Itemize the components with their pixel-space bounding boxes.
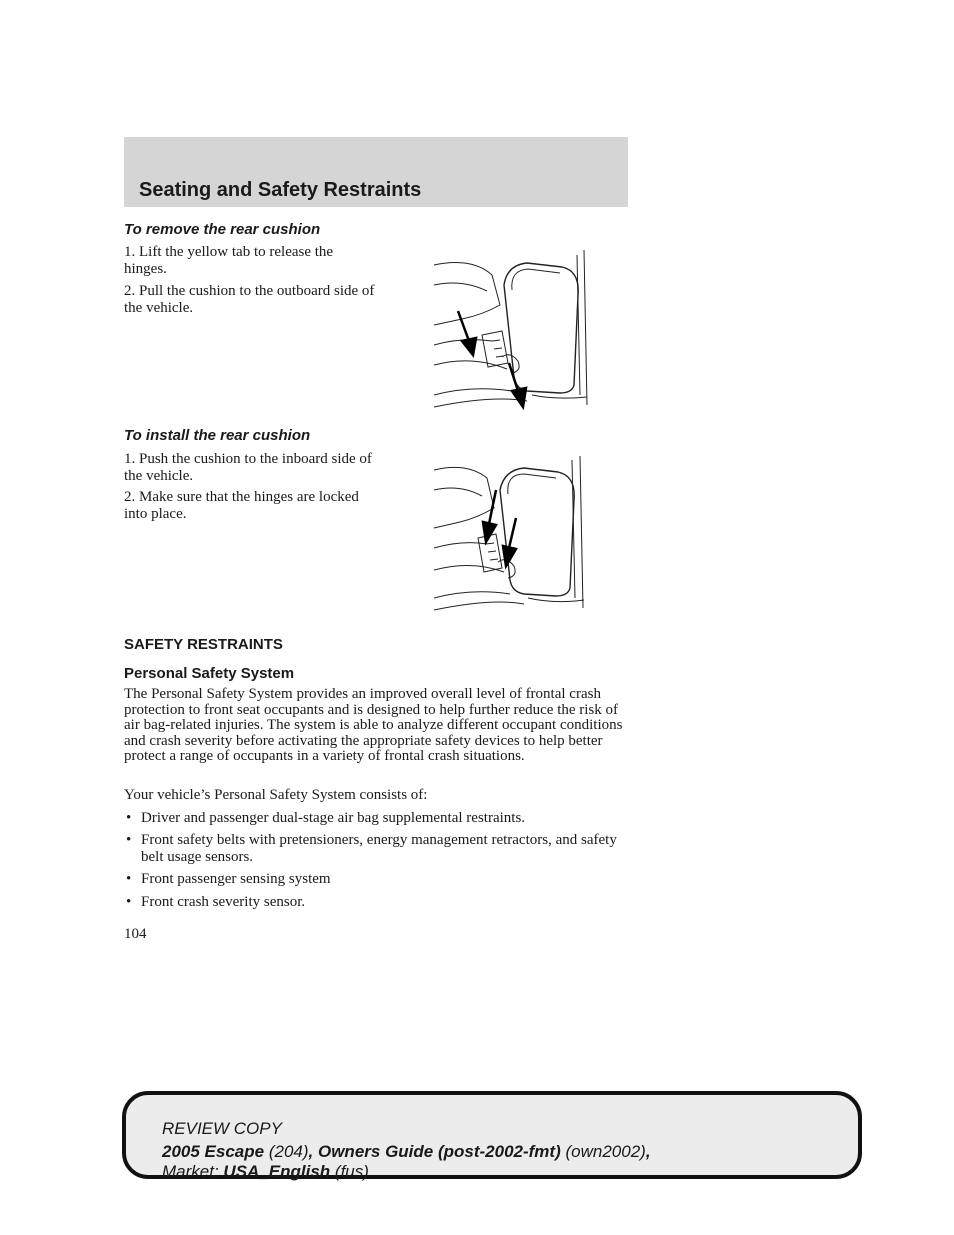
remove-step-1: 1. Lift the yellow tab to release the hinges.: [124, 244, 334, 277]
section-header-band: [124, 137, 628, 207]
document-info-line: 2005 Escape (204), Owners Guide (post-2002-fmt) (own2002),: [162, 1142, 651, 1161]
bullet-text: Driver and passenger dual-stage air bag supplemental restraints.: [141, 810, 526, 826]
market-label: Market:: [162, 1162, 219, 1181]
bullet-text: Front passenger sensing system: [141, 871, 331, 887]
personal-safety-intro: The Personal Safety System provides an improved overall level of frontal crash protection to front seat occupants and is designed to help further reduce the risk of air bag-related injuries. The system is able to analyze different occupant conditions and crash severity before activating the appropriate safety devices to help better protect a range of occupants in a variety of frontal crash situations.: [124, 686, 623, 765]
install-step-1: 1. Push the cushion to the inboard side of the vehicle.: [124, 451, 372, 484]
remove-step-2: 2. Pull the cushion to the outboard side of the vehicle.: [124, 283, 375, 316]
review-copy-label: REVIEW COPY: [162, 1119, 282, 1138]
list-item: [124, 832, 624, 866]
remove-cushion-illustration: [432, 245, 592, 410]
list-item: [124, 810, 624, 827]
bullet-mark: •: [126, 832, 132, 848]
market-line: [162, 1162, 369, 1182]
review-copy-footer: [122, 1091, 862, 1179]
install-step-2: 2. Make sure that the hinges are locked into place.: [124, 489, 359, 522]
list-item: [124, 894, 624, 911]
guide-name: Owners Guide (post-2002-fmt): [317, 1142, 561, 1161]
bullet-mark: •: [126, 894, 132, 910]
remove-cushion-heading: To remove the rear cushion: [124, 221, 321, 238]
bullet-text: Front crash severity sensor.: [141, 894, 306, 910]
market-code: (fus): [334, 1162, 369, 1181]
model-name: 2005 Escape: [162, 1142, 265, 1161]
section-title: Seating and Safety Restraints: [139, 179, 422, 201]
model-code: (204): [268, 1142, 309, 1161]
safety-restraints-heading: SAFETY RESTRAINTS: [124, 636, 283, 653]
personal-safety-system-heading: Personal Safety System: [124, 665, 295, 682]
market-name: USA_English: [223, 1162, 331, 1181]
install-cushion-heading: To install the rear cushion: [124, 427, 311, 444]
page-number: 104: [124, 926, 147, 942]
bullet-text: Front safety belts with pretensioners, energy management retractors, and safety belt usage sensors.: [141, 832, 617, 865]
bullet-mark: •: [126, 810, 132, 826]
guide-code: (own2002): [565, 1142, 646, 1161]
system-consists-text: Your vehicle’s Personal Safety System consists of:: [124, 787, 428, 803]
install-cushion-illustration: [432, 452, 592, 612]
bullet-mark: •: [126, 871, 132, 887]
list-item: [124, 871, 624, 888]
